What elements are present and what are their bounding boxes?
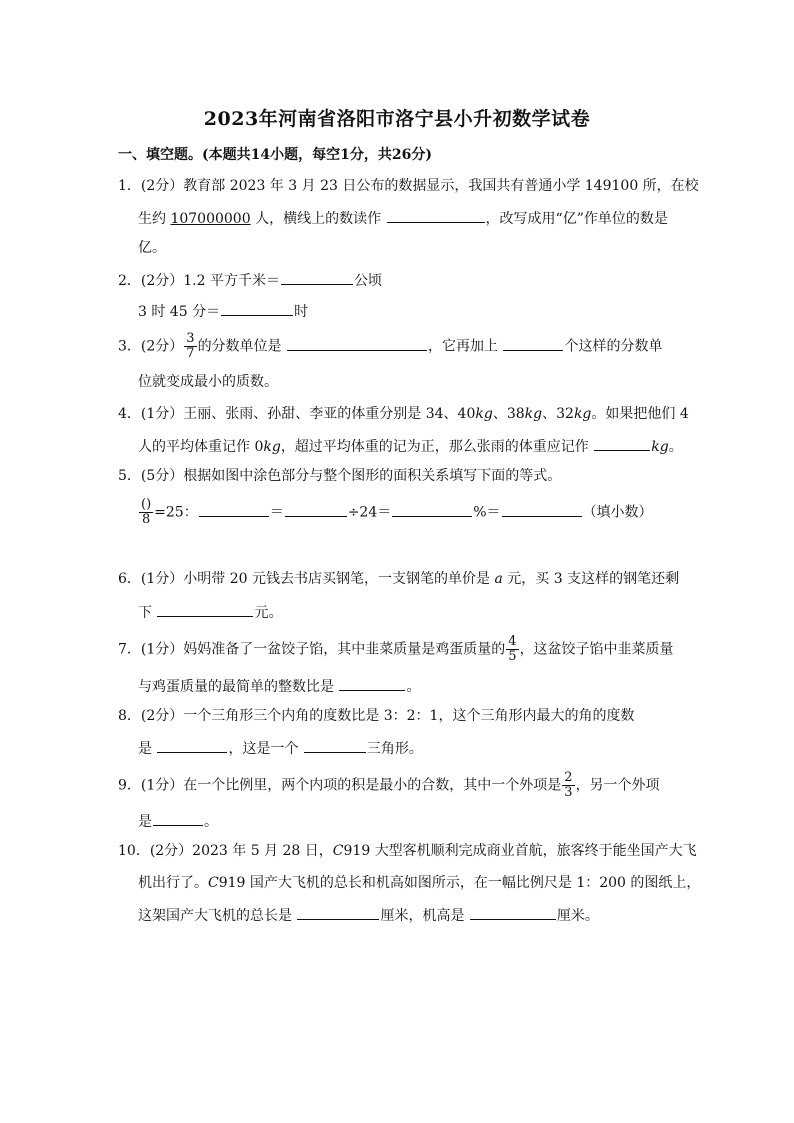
underlined-number: 107000000 bbox=[170, 211, 251, 227]
q8-line-1: 8．(2分）一个三角形三个内角的度数比是 3：2：1，这个三角形内最大的角的度数 bbox=[118, 708, 635, 724]
q10-line-3: 这架国产大飞机的总长是 厘米，机高是 厘米。 bbox=[138, 904, 599, 926]
q1-line-3: 亿。 bbox=[138, 240, 166, 256]
answer-blank[interactable] bbox=[503, 335, 563, 351]
answer-blank[interactable] bbox=[221, 300, 293, 316]
q10-line-2: 机出行了。C919 国产大飞机的总长和机高如图所示，在一幅比例尺是 1：200 的图纸上， bbox=[138, 875, 701, 891]
q5-line-2: $\frac{()}{8}$ =25： ＝ ÷24＝ %＝ （填小数） bbox=[141, 497, 653, 527]
q5-line-1: 5．(5分）根据如图中涂色部分与整个图形的面积关系填写下面的等式。 bbox=[118, 468, 562, 484]
answer-blank[interactable] bbox=[153, 810, 203, 826]
answer-blank[interactable] bbox=[157, 737, 227, 753]
q4-line-1: 4．(1分）王丽、张雨、孙甜、李亚的体重分别是 34、40kg、38kg、32kg。如果把他们 4 bbox=[118, 406, 689, 422]
q7-line-2: 与鸡蛋质量的最简单的整数比是 。 bbox=[138, 675, 420, 697]
answer-blank[interactable] bbox=[199, 501, 269, 517]
q1-line-2: 生约 107000000 人，横线上的数读作 ，改写成用“亿”作单位的数是 bbox=[138, 207, 668, 229]
q3-line-1: 3．(2分） $\frac{3}{7}$ 的分数单位是 ，它再加上 个这样的分数单 bbox=[118, 331, 663, 361]
q3-line-2: 位就变成最小的质数。 bbox=[138, 374, 278, 390]
answer-blank[interactable] bbox=[157, 601, 253, 617]
q7-line-1: 7．(1分）妈妈准备了一盆饺子馅，其中韭菜质量是鸡蛋质量的 $\frac{4}{5}$ ，这盆饺子馅中韭菜质量 bbox=[118, 634, 674, 664]
answer-blank[interactable] bbox=[304, 737, 366, 753]
q4-line-2: 人的平均体重记作 0kg，超过平均体重的记为正，那么张雨的体重应记作 kg。 bbox=[138, 435, 683, 457]
q10-line-1: 10．(2分）2023 年 5 月 28 日，C919 大型客机顺利完成商业首航，旅客终于能坐国产大飞 bbox=[118, 843, 697, 859]
answer-blank[interactable] bbox=[281, 269, 353, 285]
answer-blank[interactable] bbox=[470, 904, 556, 920]
answer-blank[interactable] bbox=[502, 501, 582, 517]
answer-blank[interactable] bbox=[594, 435, 650, 451]
section-heading: 一、填空题。(本题共14小题，每空1分，共26分) bbox=[118, 147, 432, 163]
fraction: $\frac{3}{7}$ bbox=[186, 331, 195, 361]
fraction: $\frac{4}{5}$ bbox=[508, 634, 517, 664]
q9-line-1: 9．(1分）在一个比例里，两个内项的积是最小的合数，其中一个外项是 $\frac{2}{3}$ ，另一个外项 bbox=[118, 770, 660, 800]
answer-blank[interactable] bbox=[339, 675, 405, 691]
answer-blank[interactable] bbox=[387, 207, 485, 223]
answer-blank[interactable] bbox=[392, 501, 472, 517]
q2-line-1: 2．(2分）1.2 平方千米＝ 公顷 bbox=[118, 269, 382, 291]
answer-blank[interactable] bbox=[297, 904, 379, 920]
q2-line-2: 3 时 45 分＝ 时 bbox=[138, 300, 308, 322]
fraction: $\frac{2}{3}$ bbox=[564, 770, 573, 800]
page-title: 2023年河南省洛阳市洛宁县小升初数学试卷 bbox=[203, 108, 591, 130]
answer-blank[interactable] bbox=[287, 335, 427, 351]
answer-blank[interactable] bbox=[285, 501, 347, 517]
q9-line-2: 是 。 bbox=[138, 810, 218, 832]
fraction: $\frac{()}{8}$ bbox=[141, 497, 152, 527]
q6-line-2: 下 元。 bbox=[138, 601, 282, 623]
q1-line-1: 1．(2分）教育部 2023 年 3 月 23 日公布的数据显示，我国共有普通小学 149100 所，在校 bbox=[118, 178, 699, 194]
q6-line-1: 6．(1分）小明带 20 元钱去书店买钢笔，一支钢笔的单价是 a 元，买 3 支这样的钢笔还剩 bbox=[118, 571, 680, 587]
q8-line-2: 是 ，这是一个 三角形。 bbox=[138, 737, 423, 759]
